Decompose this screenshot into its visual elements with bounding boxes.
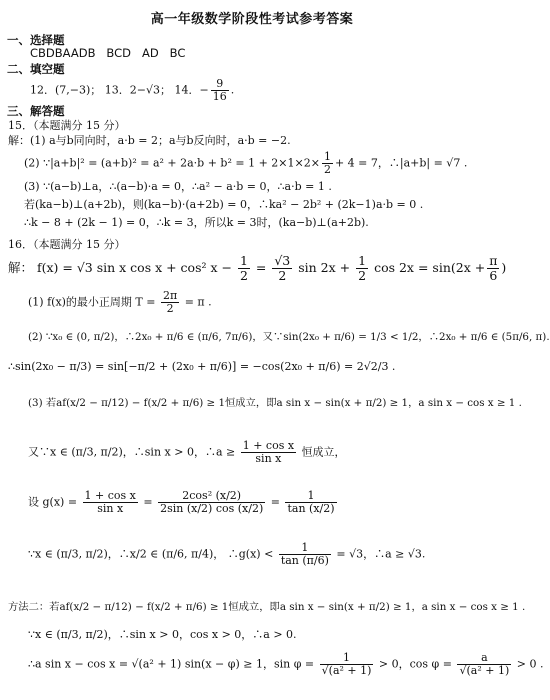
q16-part3-condition: (3) 若af(x/2 − π/12) − f(x/2 + π/6) ≥ 1恒成立，即a sin x − sin(x + π/2) ≥ 1，a sin x − cos x ≥ 1 . [28,397,522,409]
fraction-numerator: 1 + cos x [84,489,136,502]
fraction-denominator: sin x [97,502,124,516]
q16-f-sqrt3-fraction [272,254,292,283]
q16-part2-result: ∴sin(2x₀ − π/3) = sin[−π/2 + (2x₀ + π/6)] = −cos(2x₀ + π/6) = 2√2/3 . [8,360,396,373]
fraction-denominator: 6 [489,267,498,283]
fraction-numerator: a [457,652,511,665]
q15-header: 15．（本题满分 15 分） [8,119,126,132]
q16-part1-a: (1) f(x)的最小正周期 T = [28,295,156,309]
fraction-denominator: √(a² + 1) [321,664,372,678]
q15-part2-fraction [322,151,333,176]
fraction-denominator: 2 [358,267,367,283]
q16-g-bound [28,542,425,567]
fraction-denominator: √(a² + 1) [459,664,510,678]
q16-header: 16．（本题满分 15 分） [8,238,126,251]
q16-function-def: 解： f(x) = √3 sin x cos x + cos² x − $\frac{1}{2}$ = $\frac{√3}{2}$ sin 2x + $\frac{1}{2}$ cos 2x = sin(2x + $\frac{\pi}{6}$ ) [8,253,507,283]
q15-part2-a: (2) ∵|a+b|² = (a+b)² = a² + 2a·b + b² = 1 + 2×1×2× [24,156,320,170]
q16-sin-phi-fraction [320,652,374,677]
choice-answers: CBDBAADB BCD AD BC [30,46,186,60]
q16-method2-condition: 方法二：若af(x/2 − π/12) − f(x/2 + π/6) ≥ 1恒成立，即a sin x − sin(x + π/2) ≥ 1，a sin x − cos x ≥ 1 . [8,601,526,613]
q16-f-a: 解： f(x) = √3 sin x cos x + cos² x − [8,259,232,275]
q16-g-fraction-1 [83,490,138,515]
fill-answer-14-prefix: 14．− [174,83,209,97]
fill-answer-12: 12．(7,−3)； [30,83,102,97]
q16-f-half-fraction-2 [356,254,368,283]
fraction-numerator: 2π [162,289,178,302]
q16-g-a: 设 g(x) = [28,495,78,509]
q16-g-bound-fraction [279,542,331,567]
q16-f-d: ) [501,259,507,275]
fraction-numerator: 1 [239,253,248,268]
q16-g-bound-b: = √3，∴a ≥ √3. [336,547,426,561]
fraction-denominator: 2 [239,267,248,283]
q15-part3-cond: 若(ka−b)⊥(a+2b)，则(ka−b)·(a+2b) = 0，∴ka² − 2b² + (2k−1)a·b = 0 . [24,198,424,211]
fill-answers: 12．(7,−3)； 13．2−√3； 14．− $\frac{9}{16}$ . [30,77,235,104]
fraction-numerator: 1 [320,652,374,665]
q16-f-c: cos 2x = sin(2x + [374,259,486,275]
q16-g-fraction-3 [285,490,336,515]
fraction-denominator: 2sin (x/2) cos (x/2) [160,502,264,516]
q16-m3-b: > 0，cos φ = [378,657,452,671]
fraction-denominator: 2 [166,302,174,316]
fill-answer-14-fraction [211,78,229,103]
q16-m3-a: ∴a sin x − cos x = √(a² + 1) sin(x − φ) ≥ 1，sin φ = [28,657,315,671]
q16-g-bound-a: ∵x ∈ (π/3, π/2)，∴x/2 ∈ (π/6, π/4)， ∴g(x) < [28,547,274,561]
fraction-numerator: 1 [285,490,336,503]
q16-method2-aux-angle [28,652,543,677]
fraction-numerator: 1 [279,542,331,555]
fraction-denominator: 2 [278,267,287,283]
q16-f-b: sin 2x + [298,259,351,275]
q16-g-eq: = [143,495,153,509]
q15-part2-b: + 4 = 7，∴|a+b| = √7 . [334,156,468,170]
section-choice-heading: 一、选择题 [7,33,65,47]
q16-cos-phi-fraction [457,652,511,677]
fraction-denominator: 16 [212,90,227,104]
fraction-numerator: 1 + cos x [242,439,295,452]
q16-g-eq-2: = [270,495,280,509]
q16-part3-bound [28,440,346,465]
fraction-numerator: 1 [323,150,331,163]
section-fill-heading: 二、填空题 [7,62,65,76]
q16-method2-sign: ∵x ∈ (π/3, π/2)，∴sin x > 0，cos x > 0，∴a > 0. [28,628,297,641]
q15-part3-result: ∴k − 8 + (2k − 1) = 0，∴k = 3，所以k = 3时，(ka−b)⊥(a+2b). [24,216,369,229]
fraction-denominator: 2 [323,163,331,177]
fraction-denominator: sin x [255,452,282,466]
q15-part1: 解：(1) a与b同向时，a·b = 2；a与b反向时，a·b = −2. [8,134,291,147]
q15-part3: (3) ∵(a−b)⊥a，∴(a−b)·a = 0，∴a² − a·b = 0，∴a·b = 1 . [24,180,332,193]
q16-f-half-fraction [238,254,250,283]
fraction-numerator: √3 [274,253,291,268]
q16-part2-range: (2) ∵x₀ ∈ (0, π/2)，∴2x₀ + π/6 ∈ (π/6, 7π/6)，又∵sin(2x₀ + π/6) = 1/3 < 1/2，∴2x₀ + π/6 ∈ (5π/6, π). [28,331,550,343]
fraction-numerator: 2cos² (x/2) [158,490,265,503]
fraction-numerator: 1 [358,253,367,268]
q16-part3-bound-a: 又∵x ∈ (π/3, π/2)，∴sin x > 0，∴a ≥ [28,445,236,459]
q16-bound-fraction [241,440,296,465]
section-solution-heading: 三、解答题 [7,104,65,118]
q16-g-definition [28,490,339,515]
q16-f-pi6-fraction [487,254,499,283]
fraction-denominator: tan (x/2) [287,502,335,516]
q16-m3-c: > 0 . [516,657,544,671]
q16-g-fraction-2 [158,490,265,515]
page-title: 高一年级数学阶段性考试参考答案 [150,12,354,27]
q15-part2 [24,151,467,176]
q16-part1-b: = π . [184,295,212,309]
fill-answer-13: 13．2−√3； [104,83,172,97]
fraction-denominator: tan (π/6) [280,554,329,568]
q16-period-fraction [161,290,179,315]
q16-part1 [28,290,212,315]
fraction-numerator: π [489,253,498,268]
q16-part3-bound-b: 恒成立， [301,445,346,459]
fraction-numerator: 9 [211,78,229,91]
